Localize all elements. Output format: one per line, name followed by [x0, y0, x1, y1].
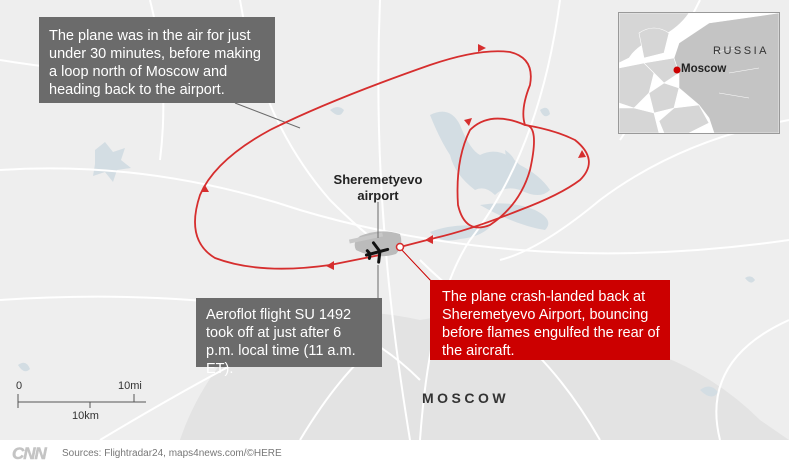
arrow-icon: [478, 44, 486, 52]
scale-miles-label: 10mi: [118, 380, 142, 392]
takeoff-callout: Aeroflot flight SU 1492 took off at just after 6 p.m. local time (11 a.m. ET).: [196, 298, 382, 367]
arrow-icon: [326, 261, 334, 270]
scale-zero-label: 0: [16, 380, 23, 392]
scale-km-label: 10km: [72, 410, 99, 422]
inset-country-label: RUSSIA: [713, 45, 769, 57]
arrow-icon: [464, 118, 472, 126]
cnn-logo: CNN: [12, 444, 46, 463]
moscow-dot-icon: [674, 67, 681, 74]
airport-label: Sheremetyevo airport: [333, 172, 423, 203]
city-label: MOSCOW: [422, 390, 510, 406]
crash-site-marker-icon: [397, 244, 404, 251]
locator-inset: [618, 12, 780, 134]
crash-callout: The plane crash-landed back at Sheremetyevo Airport, bouncing before flames engulfed the rear of the aircraft.: [430, 280, 670, 360]
inset-city-label: Moscow: [681, 63, 727, 75]
arrow-icon: [425, 235, 433, 244]
crash-leader-line: [400, 248, 432, 282]
scale-bar: [14, 378, 164, 428]
loop-callout: The plane was in the air for just under 30 minutes, before making a loop north of Moscow and heading back to the airport.: [39, 17, 275, 103]
sources-credit: Sources: Flightradar24, maps4news.com/©HERE: [62, 448, 282, 459]
loop-leader-line: [235, 103, 300, 128]
footer: [0, 440, 789, 471]
